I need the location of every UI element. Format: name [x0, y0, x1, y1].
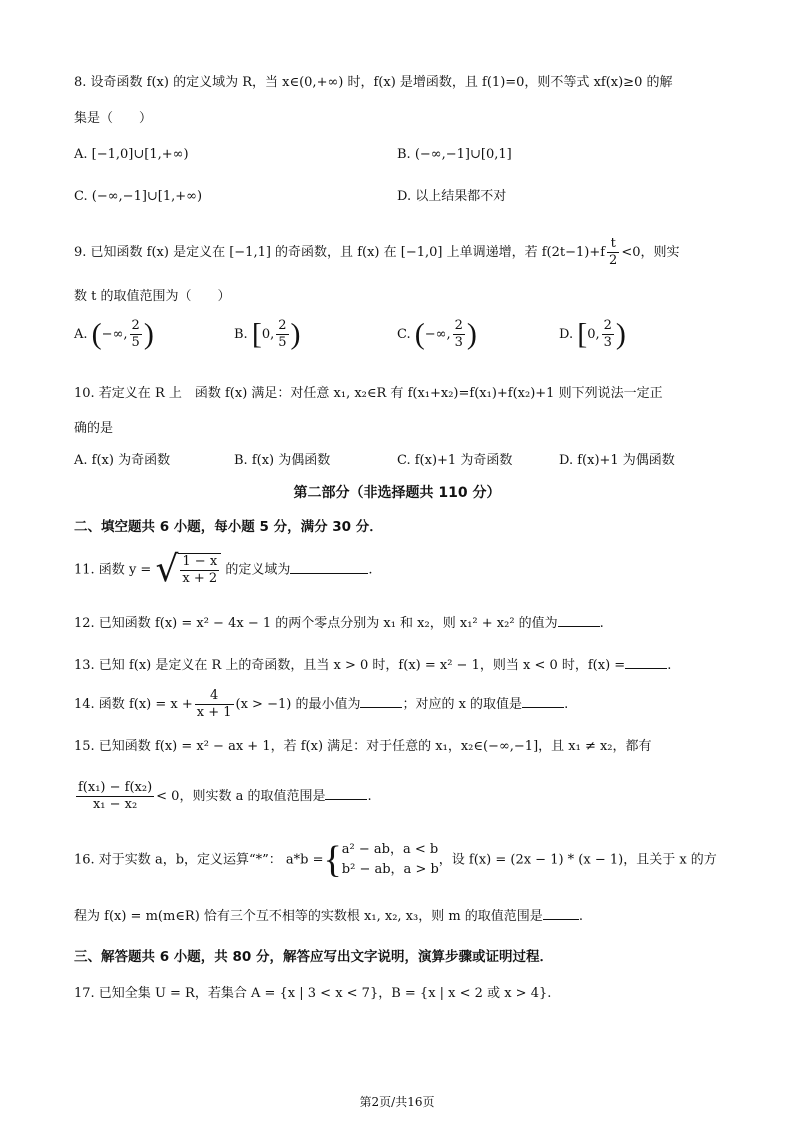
q9-b-left: [ [251, 317, 262, 351]
q10-option-b: B. f(x) 为偶函数 [234, 453, 331, 468]
q14-pre: 14. 函数 f(x) = x + [74, 697, 193, 712]
q9-option-c [397, 318, 477, 351]
q14-den: x + 1 [196, 705, 232, 720]
q9-a-den: 5 [131, 335, 140, 350]
q11-den: x + 2 [182, 571, 218, 586]
q14-line [74, 688, 568, 721]
q9-c-den: 3 [454, 335, 463, 350]
q15-line1: 15. 已知函数 f(x) = x² − ax + 1，若 f(x) 满足：对于任意的 x₁，x₂∈(−∞,−1]，且 x₁ ≠ x₂，都有 [74, 739, 652, 754]
q9-c-letter: C. [397, 327, 411, 342]
q9-d-left: [ [577, 317, 588, 351]
q16-pre: 16. 对于实数 a，b，定义运算“*”： a*b = [74, 852, 324, 868]
q13-answer-blank [625, 654, 667, 669]
brace-icon: { [323, 839, 342, 881]
q14-num: 4 [195, 688, 234, 705]
q11-num: 1 − x [182, 554, 218, 569]
q9-d-inner: 0, [587, 327, 600, 342]
q8-option-d: D. 以上结果都不对 [397, 189, 507, 204]
q8-stem-line2: 集是（ ） [74, 111, 153, 126]
q9-stem-line1 [74, 236, 680, 269]
q12-text: 12. 已知函数 f(x) = x² − 4x − 1 的两个零点分别为 x₁ 和 x₂，则 x₁² + x₂² 的值为 [74, 616, 558, 631]
page-footer: 第2页/共16页 [359, 1095, 435, 1109]
q16-line2-text: 程为 f(x) = m(m∈R) 恰有三个互不相等的实数根 x₁, x₂, x₃，则 m 的取值范围是 [74, 909, 543, 924]
q16-case2: b² − ab，a > b [341, 862, 439, 877]
q15-post: < 0，则实数 a 的取值范围是 [156, 789, 326, 804]
q9-option-d [559, 318, 626, 351]
q11-post: 的定义域为 [225, 562, 291, 578]
q9-a-letter: A. [74, 327, 88, 342]
q11-pre: 11. 函数 y = [74, 562, 152, 578]
q14-mid2: ；对应的 x 的取值是 [402, 697, 523, 712]
q10-stem-line2: 确的是 [74, 421, 114, 436]
q9-d-den: 3 [603, 335, 612, 350]
q14-blank-x [522, 693, 564, 708]
q16-answer-blank [543, 905, 579, 920]
q9-a-num: 2 [131, 318, 140, 333]
sqrt-symbol: √ $\frac{1 - x}{x + 2}$ [155, 553, 221, 587]
q9-option-a [74, 318, 154, 351]
q9-b-inner: 0, [261, 327, 275, 342]
q8-option-a: A. [−1,0]∪[1,+∞) [74, 147, 189, 162]
q11-end: . [368, 562, 373, 578]
q16-line2 [74, 905, 583, 926]
q16-line1 [74, 840, 717, 880]
q9-b-right: ) [290, 317, 301, 351]
q9-frac-den: 2 [609, 253, 618, 268]
q14-end: . [564, 697, 569, 712]
q9-b-num: 2 [278, 318, 287, 333]
q17-line: 17. 已知全集 U = R，若集合 A = {x | 3 < x < 7}，B = {x | x < 2 或 x > 4}. [74, 986, 552, 1001]
q9-a-inner: −∞, [101, 327, 128, 342]
q15-answer-blank [325, 785, 367, 800]
q14-blank-min [360, 693, 402, 708]
q15-line2 [74, 780, 372, 813]
q8-stem-line1: 8. 设奇函数 f(x) 的定义域为 R，当 x∈(0,+∞) 时，f(x) 是增函数，且 f(1)=0，则不等式 xf(x)≥0 的解 [74, 75, 673, 90]
q16-case1: a² − ab，a < b [341, 842, 439, 857]
q14-mid: (x > −1) 的最小值为 [235, 697, 361, 712]
q16-end: . [578, 909, 583, 924]
q9-c-inner: −∞, [424, 327, 451, 342]
q9-stem-line2: 数 t 的取值范围为（ ） [74, 289, 231, 304]
q9-d-num: 2 [603, 318, 612, 333]
q13-line [74, 654, 671, 675]
q15-end: . [367, 789, 372, 804]
part2-title: 第二部分（非选择题共 110 分） [293, 485, 501, 501]
q9-c-right: ) [466, 317, 477, 351]
q12-end: . [599, 616, 604, 631]
q10-option-d: D. f(x)+1 为偶函数 [559, 453, 675, 468]
q9-frac-num: t [607, 236, 619, 253]
q8-option-b: B. (−∞,−1]∪[0,1] [397, 147, 512, 162]
q10-option-c: C. f(x)+1 为奇函数 [397, 453, 513, 468]
section2-heading: 二、填空题共 6 小题，每小题 5 分，满分 30 分． [74, 519, 383, 535]
q13-end: . [667, 658, 672, 673]
q9-stem-fraction [607, 236, 619, 269]
section3-heading: 三、解答题共 6 小题，共 80 分，解答应写出文字说明，演算步骤或证明过程． [74, 949, 553, 965]
q9-stem-post: <0，则实 [621, 245, 680, 260]
q13-text: 13. 已知 f(x) 是定义在 R 上的奇函数，且当 x > 0 时，f(x) = x² − 1，则当 x < 0 时，f(x) = [74, 658, 626, 673]
q11-answer-blank [290, 559, 368, 574]
q11-line [74, 549, 373, 590]
q9-b-letter: B. [234, 327, 248, 342]
q12-line [74, 612, 604, 633]
q9-c-num: 2 [454, 318, 463, 333]
q15-den: x₁ − x₂ [92, 797, 138, 812]
q12-answer-blank [558, 612, 600, 627]
q9-d-letter: D. [559, 327, 574, 342]
q9-c-left: ( [414, 317, 425, 351]
q9-d-right: ) [615, 317, 626, 351]
q9-b-den: 5 [278, 335, 287, 350]
q9-stem-pre: 9. 已知函数 f(x) 是定义在 [−1,1] 的奇函数，且 f(x) 在 [−1,0] 上单调递增，若 f(2t−1)+f [74, 245, 606, 260]
q9-option-b [234, 318, 301, 351]
q10-stem-line1: 10. 若定义在 R 上 函数 f(x) 满足：对任意 x₁, x₂∈R 有 f(x₁+x₂)=f(x₁)+f(x₂)+1 则下列说法一定正 [74, 386, 663, 401]
q16-post: ，设 f(x) = (2x − 1) * (x − 1)，且关于 x 的方 [438, 852, 717, 868]
q10-option-a: A. f(x) 为奇函数 [74, 453, 171, 468]
q9-a-left: ( [91, 317, 102, 351]
q8-option-c: C. (−∞,−1]∪[1,+∞) [74, 189, 203, 204]
q9-a-right: ) [143, 317, 154, 351]
q15-num: f(x₁) − f(x₂) [78, 780, 153, 795]
